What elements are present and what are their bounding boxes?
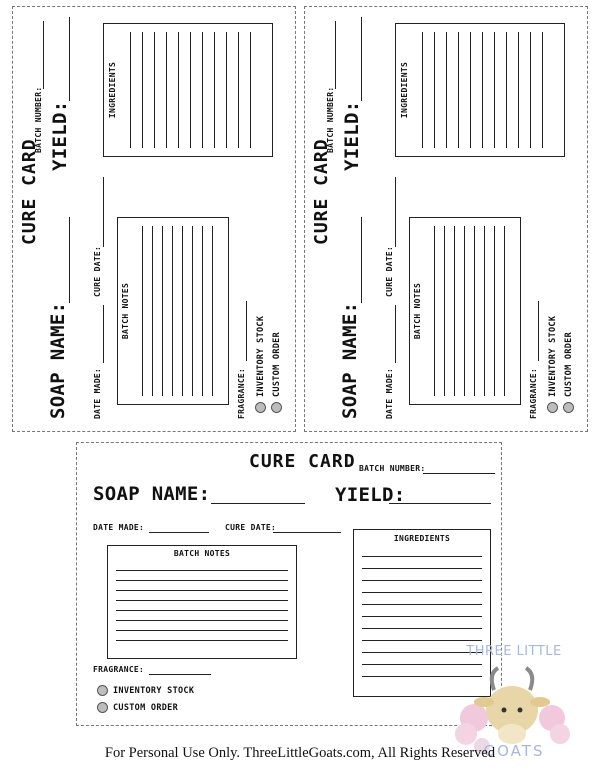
inventory-stock-radio[interactable]	[547, 402, 558, 413]
date-made-label: DATE MADE:	[385, 367, 394, 419]
yield-line[interactable]	[361, 17, 362, 101]
batch-number-label: BATCH NUMBER:	[359, 464, 426, 473]
batch-number-label: BATCH NUMBER:	[326, 86, 335, 153]
batch-number-label: BATCH NUMBER:	[34, 86, 43, 153]
cure-date-line[interactable]	[395, 177, 396, 247]
logo-text-top: THREE LITTLE	[466, 644, 562, 659]
yield-label: YIELD:	[335, 484, 406, 506]
cure-date-label: CURE DATE:	[93, 245, 102, 297]
inventory-stock-radio[interactable]	[255, 402, 266, 413]
batch-notes-box[interactable]	[107, 545, 297, 659]
batch-number-line[interactable]	[335, 21, 336, 89]
cure-date-line[interactable]	[103, 177, 104, 247]
ingredients-box[interactable]	[103, 23, 273, 157]
card-title: CURE CARD	[19, 138, 40, 245]
date-made-line[interactable]	[395, 305, 396, 363]
copyright-footer: For Personal Use Only. ThreeLittleGoats.com, All Rights Reserved	[104, 745, 496, 761]
batch-notes-box[interactable]	[409, 217, 521, 405]
inventory-stock-radio[interactable]	[97, 685, 108, 696]
custom-order-label: CUSTOM ORDER	[564, 331, 574, 397]
fragrance-line[interactable]	[246, 301, 247, 361]
batch-notes-title: BATCH NOTES	[121, 282, 130, 340]
yield-line[interactable]	[389, 503, 491, 504]
yield-label: YIELD:	[341, 100, 363, 171]
date-made-label: DATE MADE:	[93, 523, 145, 532]
cure-card-rotated-left	[12, 6, 296, 432]
soap-name-label: SOAP NAME:	[339, 301, 361, 419]
inventory-stock-label: INVENTORY STOCK	[548, 315, 558, 397]
custom-order-label: CUSTOM ORDER	[272, 331, 282, 397]
fragrance-label: FRAGRANCE:	[237, 367, 246, 419]
soap-name-line[interactable]	[211, 503, 305, 504]
ingredients-title: INGREDIENTS	[108, 61, 117, 119]
custom-order-radio[interactable]	[563, 402, 574, 413]
batch-number-line[interactable]	[43, 21, 44, 89]
ingredients-title: INGREDIENTS	[400, 61, 409, 119]
date-made-label: DATE MADE:	[93, 367, 102, 419]
batch-notes-title: BATCH NOTES	[413, 282, 422, 340]
soap-name-line[interactable]	[69, 217, 70, 303]
yield-line[interactable]	[69, 17, 70, 101]
custom-order-radio[interactable]	[271, 402, 282, 413]
cure-card-rotated-right	[304, 6, 588, 432]
date-made-line[interactable]	[103, 305, 104, 363]
cure-card-upright	[76, 442, 502, 726]
inventory-stock-label: INVENTORY STOCK	[256, 315, 266, 397]
ingredients-title: INGREDIENTS	[393, 534, 451, 543]
inventory-stock-label: INVENTORY STOCK	[113, 686, 195, 696]
soap-name-line[interactable]	[361, 217, 362, 303]
card-title: CURE CARD	[311, 138, 332, 245]
date-made-line[interactable]	[149, 532, 209, 533]
soap-name-label: SOAP NAME:	[93, 483, 211, 505]
cure-date-line[interactable]	[273, 532, 341, 533]
cure-date-label: CURE DATE:	[385, 245, 394, 297]
custom-order-radio[interactable]	[97, 702, 108, 713]
ingredients-box[interactable]	[395, 23, 565, 157]
soap-name-label: SOAP NAME:	[47, 301, 69, 419]
fragrance-line[interactable]	[149, 674, 211, 675]
fragrance-label: FRAGRANCE:	[93, 665, 145, 674]
cure-date-label: CURE DATE:	[225, 523, 277, 532]
yield-label: YIELD:	[49, 100, 71, 171]
logo-text-bottom: GOATS	[483, 742, 545, 760]
fragrance-label: FRAGRANCE:	[529, 367, 538, 419]
fragrance-line[interactable]	[538, 301, 539, 361]
batch-notes-title: BATCH NOTES	[173, 549, 231, 558]
batch-notes-box[interactable]	[117, 217, 229, 405]
batch-number-line[interactable]	[423, 473, 495, 474]
custom-order-label: CUSTOM ORDER	[113, 703, 179, 713]
card-title: CURE CARD	[249, 451, 356, 472]
